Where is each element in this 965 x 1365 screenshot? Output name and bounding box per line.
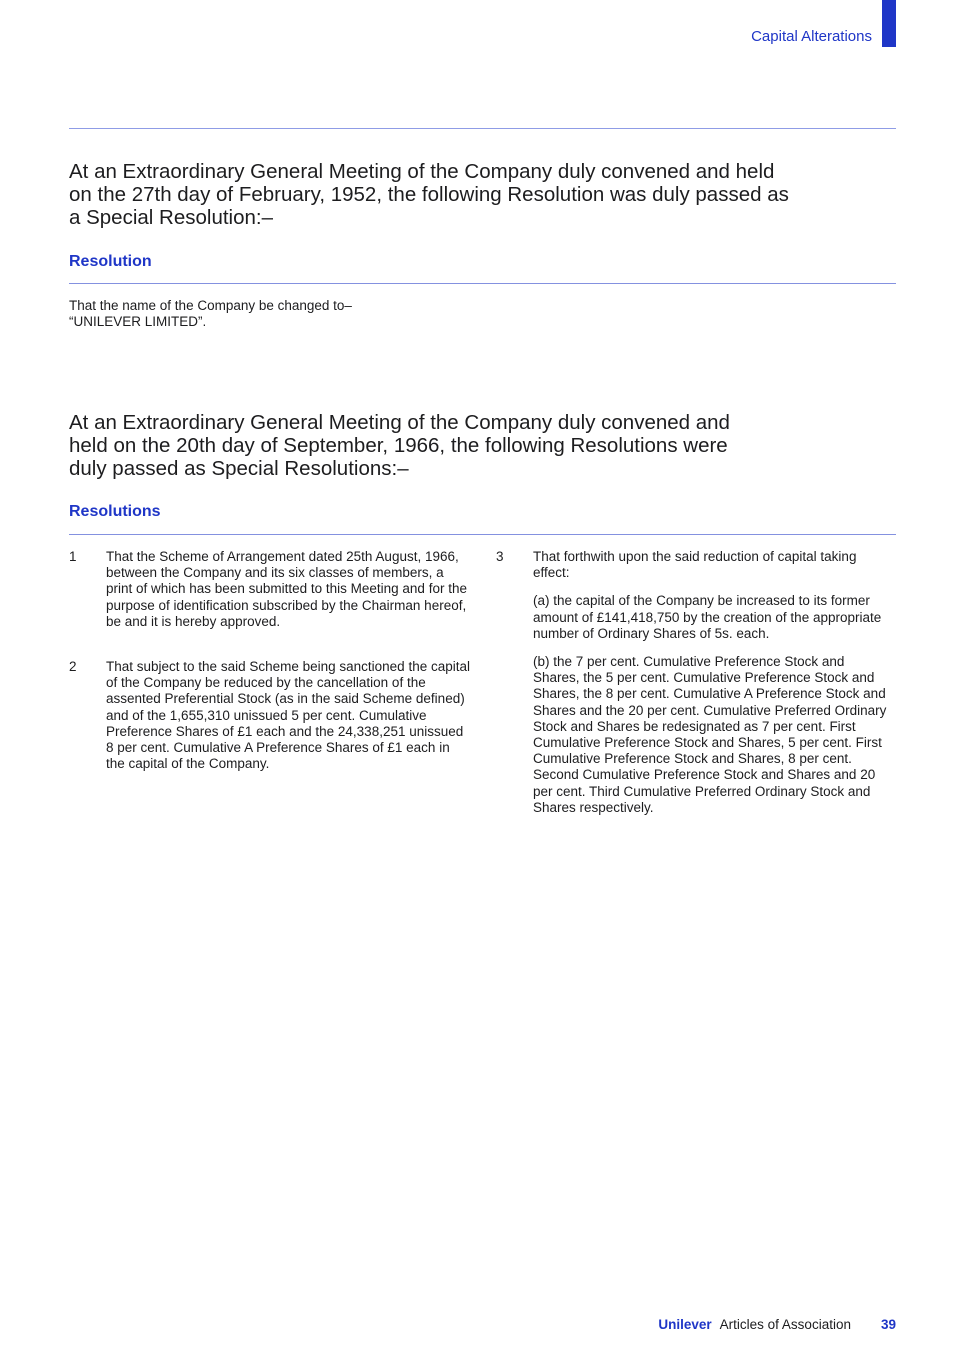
meeting-1952-resolution bbox=[69, 298, 409, 330]
resolution-text-line-1: That the name of the Company be changed to– bbox=[69, 298, 352, 313]
meeting-1952-label: Resolution bbox=[69, 253, 152, 270]
header-accent-bar bbox=[882, 0, 896, 47]
resolution-item-3 bbox=[496, 549, 890, 828]
section-title: Capital Alterations bbox=[751, 28, 872, 45]
item-number: 1 bbox=[69, 549, 77, 564]
page-footer bbox=[658, 1317, 896, 1332]
item-sub-a: (a) the capital of the Company be increased to its former amount of £141,418,750 by the creation of the appropriate number of Ordinary Shares of 5s. each. bbox=[533, 593, 882, 641]
meeting-1966-label: Resolutions bbox=[69, 503, 161, 520]
meeting-1966-intro: At an Extraordinary General Meeting of the Company duly convened and held on the 20th day of September, 1966, the following Resolutions were duly passed as Special Resolutions:– bbox=[69, 411, 730, 480]
resolution-item-2 bbox=[69, 659, 471, 784]
item-number: 2 bbox=[69, 659, 77, 674]
item-sub-b: (b) the 7 per cent. Cumulative Preference Stock and Shares, the 5 per cent. Cumulative Preference Stock and Shares, the 8 per cent. Cumulative A Preference Stock and Shares and the 20 per cent. Cumulative Preferred Ordinary Stock and Shares be redesignated as 7 per cent. First Cumulative Preference Stock and Shares, 5 per cent. First Cumulative Preference Stock and Shares, 8 per cent. Second Cumulative Preference Stock and Shares and 20 per cent. Third Cumulative Preferred Ordinary Stock and Shares respectively. bbox=[533, 654, 887, 815]
resolution-item-1 bbox=[69, 549, 471, 642]
page-number: 39 bbox=[880, 1317, 896, 1332]
resolution-text-line-2: “UNILEVER LIMITED”. bbox=[69, 314, 207, 330]
item-number: 3 bbox=[496, 549, 504, 564]
item-text: That subject to the said Scheme being sanctioned the capital of the Company be reduced by the cancellation of the assented Preferential Stock (as in the said Scheme defined) and of the 1,655,310 unissued 5 per cent. Cumulative Preference Shares of £1 each and the 24,338,251 unissued 8 per cent. Cumulative A Preference Shares of £1 each in the capital of the Company. bbox=[106, 659, 470, 772]
top-divider bbox=[69, 128, 896, 129]
item-text: That forthwith upon the said reduction of capital taking effect: bbox=[533, 549, 857, 581]
meeting-1952-intro: At an Extraordinary General Meeting of the Company duly convened and held on the 27th day of February, 1952, the following Resolution was duly passed as a Special Resolution:– bbox=[69, 160, 789, 229]
meeting-1952-divider bbox=[69, 283, 896, 284]
footer-document-title: Articles of Association bbox=[719, 1317, 851, 1332]
footer-brand: Unilever bbox=[658, 1317, 712, 1332]
meeting-1966-divider bbox=[69, 534, 896, 535]
item-text: That the Scheme of Arrangement dated 25th August, 1966, between the Company and its six classes of members, a print of which has been submitted to this Meeting and for the purpose of identification subscribed by the Chairman hereof, be and it is hereby approved. bbox=[106, 549, 467, 629]
